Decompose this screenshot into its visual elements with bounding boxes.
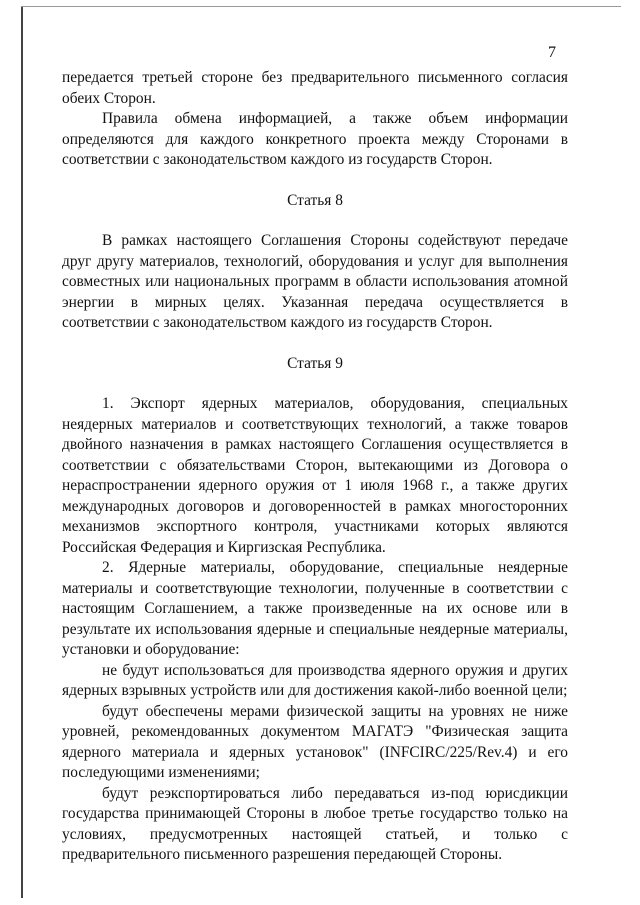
paragraph-article-9-clause-1: 1. Экспорт ядерных материалов, оборудования, специальных неядерных материалов и соответствующих технологий, а также товаров двойного назначения в рамках настоящего Соглашения осуществляется в соответствии с обязательствами Сторон, вытекающими из Договора о нераспространении ядерного оружия от 1 июля 1968 г., а также других международных договоров и договоренностей в рамках многосторонних механизмов экспортного контроля, участниками которых являются Российская Федерация и Киргизская Республика. [62, 395, 568, 556]
paragraph-condition-physical-protection: будут обеспечены мерами физической защиты на уровнях не ниже уровней, рекомендованных документом МАГАТЭ "Физическая защита ядерного материала и ядерных установок" (INFCIRC/225/Rev.4) и его последующими изменениями; [62, 702, 568, 781]
scan-edge-top [21, 6, 621, 7]
paragraph-condition-reexport: будут реэкспортироваться либо передаваться из-под юрисдикции государства принимающей Стороны в любое третье государство только на условиях, предусмотренных настоящей статьей, и только с предварительного письменного разрешения передающей Стороны. [62, 784, 568, 863]
paragraph-article-9-clause-2: 2. Ядерные материалы, оборудование, специальные неядерные материалы и соответствующие технологии, полученные в соответствии с настоящим Соглашением, а также произведенные на их основе или в результате их использования ядерные и специальные неядерные материалы, установки и оборудование: [62, 559, 568, 658]
paragraph-article-8: В рамках настоящего Соглашения Стороны содействуют передаче друг другу материалов, технологий, оборудования и услуг для выполнения совместных или национальных программ в области использования атомной энергии в мирных целях. Указанная передача осуществляется в соответствии с законодательством каждого из государств Сторон. [62, 232, 568, 331]
article-8-heading: Статья 8 [287, 191, 343, 209]
paragraph-continuation: передается третьей стороне без предварительного письменного согласия обеих Сторон. [62, 69, 568, 107]
paragraph-condition-no-weapons: не будут использоваться для производства ядерного оружия и других ядерных взрывных устройств или для достижения какой-либо военной цели; [62, 661, 568, 699]
paragraph-exchange-rules: Правила обмена информацией, а также объем информации определяются для каждого конкретного проекта между Сторонами в соответствии с законодательством каждого из государств Сторон. [62, 110, 568, 168]
page-number: 7 [548, 44, 556, 61]
scan-edge-left [21, 6, 23, 898]
article-9-heading: Статья 9 [287, 354, 343, 372]
document-body [62, 68, 568, 866]
